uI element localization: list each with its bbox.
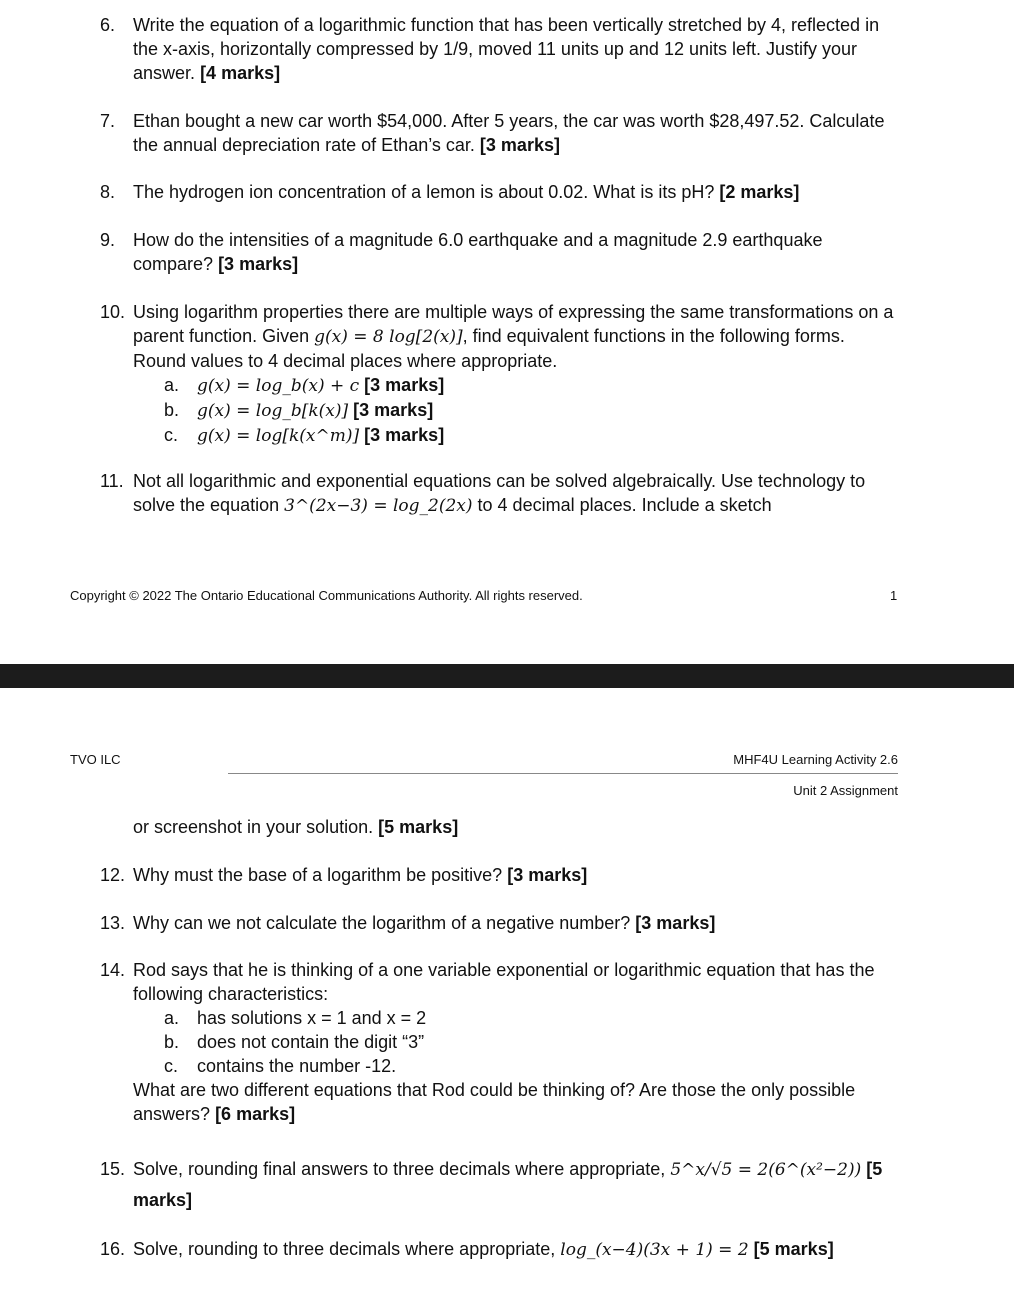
question-text: Using logarithm properties there are multiple ways of expressing the same transformations on a parent function. Given bbox=[133, 302, 894, 346]
marks-label: [3 marks] bbox=[479, 135, 560, 155]
question-number: 9. bbox=[100, 230, 116, 250]
subpart-b bbox=[164, 398, 900, 423]
marks-label: [3 marks] bbox=[635, 913, 716, 933]
subpart-text: does not contain the digit “3” bbox=[197, 1032, 425, 1052]
marks-label: [3 marks] bbox=[507, 865, 588, 885]
page-divider bbox=[0, 664, 1014, 688]
question-text: or screenshot in your solution. bbox=[133, 817, 374, 837]
marks-label: [5 marks] bbox=[378, 817, 459, 837]
subpart-letter: c. bbox=[164, 425, 179, 445]
subpart-a bbox=[164, 373, 900, 398]
question-number: 8. bbox=[100, 182, 116, 202]
question-16 bbox=[100, 1237, 900, 1262]
question-11 bbox=[100, 469, 900, 518]
question-text: How do the intensities of a magnitude 6.0 earthquake and a magnitude 2.9 earthquake compare? bbox=[133, 230, 823, 274]
subpart-list bbox=[100, 373, 900, 448]
given-function: g(x) = 8 log[2(x)] bbox=[314, 327, 463, 347]
subpart-expression: g(x) = log_b[k(x)] bbox=[197, 401, 349, 421]
subpart-expression: g(x) = log_b(x) + c bbox=[197, 376, 360, 396]
marks-label: [3 marks] bbox=[364, 375, 445, 395]
question-9 bbox=[100, 228, 900, 276]
question-text: Why can we not calculate the logarithm of a negative number? bbox=[133, 913, 631, 933]
subpart-letter: a. bbox=[164, 375, 180, 395]
marks-label: [3 marks] bbox=[364, 425, 445, 445]
question-text: Why must the base of a logarithm be positive? bbox=[133, 865, 503, 885]
marks-label: [5 marks] bbox=[753, 1239, 834, 1259]
header-rule bbox=[228, 773, 898, 774]
question-text: Solve, rounding to three decimals where appropriate, bbox=[133, 1239, 556, 1259]
question-text: Not all logarithmic and exponential equations can be solved algebraically. Use technology to solve the equation bbox=[133, 471, 866, 515]
question-13 bbox=[100, 911, 900, 935]
subpart-text: contains the number -12. bbox=[197, 1056, 397, 1076]
question-text-closing: What are two different equations that Rod could be thinking of? Are those the only possible answers? bbox=[133, 1080, 856, 1124]
question-14 bbox=[100, 958, 900, 1126]
subpart-b bbox=[164, 1030, 900, 1054]
question-text: The hydrogen ion concentration of a lemon is about 0.02. What is its pH? bbox=[133, 182, 715, 202]
question-text: Write the equation of a logarithmic function that has been vertically stretched by 4, reflected in the x-axis, horizontally compressed by 1/9, moved 11 units up and 12 units left. Justify your answer. bbox=[133, 15, 880, 83]
subpart-letter: b. bbox=[164, 400, 180, 420]
question-text: Ethan bought a new car worth $54,000. After 5 years, the car was worth $28,497.52. Calculate the annual depreciation rate of Ethan’s car. bbox=[133, 111, 885, 155]
question-text: Solve, rounding final answers to three decimals where appropriate, bbox=[133, 1159, 666, 1179]
question-7 bbox=[100, 109, 900, 157]
subpart-text: has solutions x = 1 and x = 2 bbox=[197, 1008, 427, 1028]
subpart-letter: a. bbox=[164, 1008, 180, 1028]
marks-label: [5 bbox=[866, 1159, 883, 1179]
marks-label-cont: marks] bbox=[133, 1190, 193, 1210]
subpart-c bbox=[164, 423, 900, 448]
marks-label: [6 marks] bbox=[215, 1104, 296, 1124]
page-2 bbox=[0, 688, 1014, 1300]
subpart-letter: c. bbox=[164, 1056, 179, 1076]
subpart-list bbox=[100, 1006, 900, 1078]
subpart-letter: b. bbox=[164, 1032, 180, 1052]
question-number: 6. bbox=[100, 15, 116, 35]
question-10 bbox=[100, 300, 900, 448]
question-6 bbox=[100, 13, 900, 85]
header-org: TVO ILC bbox=[70, 752, 121, 767]
question-number: 16. bbox=[100, 1239, 126, 1259]
question-12 bbox=[100, 863, 900, 887]
subpart-expression: g(x) = log[k(x^m)] bbox=[197, 426, 360, 446]
equation: log_(x−4)(3x + 1) = 2 bbox=[560, 1240, 749, 1260]
copyright-notice: Copyright © 2022 The Ontario Educational Communications Authority. All rights reserved. bbox=[70, 588, 583, 603]
question-text-cont: to 4 decimal places. Include a sketch bbox=[477, 495, 772, 515]
question-number: 15. bbox=[100, 1159, 126, 1179]
subpart-c bbox=[164, 1054, 900, 1078]
page-number: 1 bbox=[890, 588, 898, 603]
subpart-a bbox=[164, 1006, 900, 1030]
question-number: 7. bbox=[100, 111, 116, 131]
equation: 3^(2x−3) = log_2(2x) bbox=[284, 496, 473, 516]
question-number: 12. bbox=[100, 865, 126, 885]
question-text-cont: , find equivalent functions in the following forms. Round values to 4 decimal places where appropriate. bbox=[133, 326, 845, 371]
header-course: MHF4U Learning Activity 2.6 bbox=[733, 752, 898, 767]
question-15 bbox=[100, 1154, 900, 1215]
question-number: 11. bbox=[100, 471, 124, 491]
marks-label: [3 marks] bbox=[218, 254, 299, 274]
question-text: Rod says that he is thinking of a one variable exponential or logarithmic equation that has the following characteristics: bbox=[133, 960, 875, 1004]
header-unit: Unit 2 Assignment bbox=[793, 783, 898, 798]
equation: 5^x/√5 = 2(6^(x²−2)) bbox=[670, 1160, 862, 1180]
question-number: 13. bbox=[100, 913, 126, 933]
marks-label: [2 marks] bbox=[719, 182, 800, 202]
question-number: 10. bbox=[100, 302, 126, 322]
marks-label: [4 marks] bbox=[200, 63, 281, 83]
question-number: 14. bbox=[100, 960, 126, 980]
marks-label: [3 marks] bbox=[353, 400, 434, 420]
question-8 bbox=[100, 180, 900, 204]
question-11-continued bbox=[100, 815, 900, 839]
